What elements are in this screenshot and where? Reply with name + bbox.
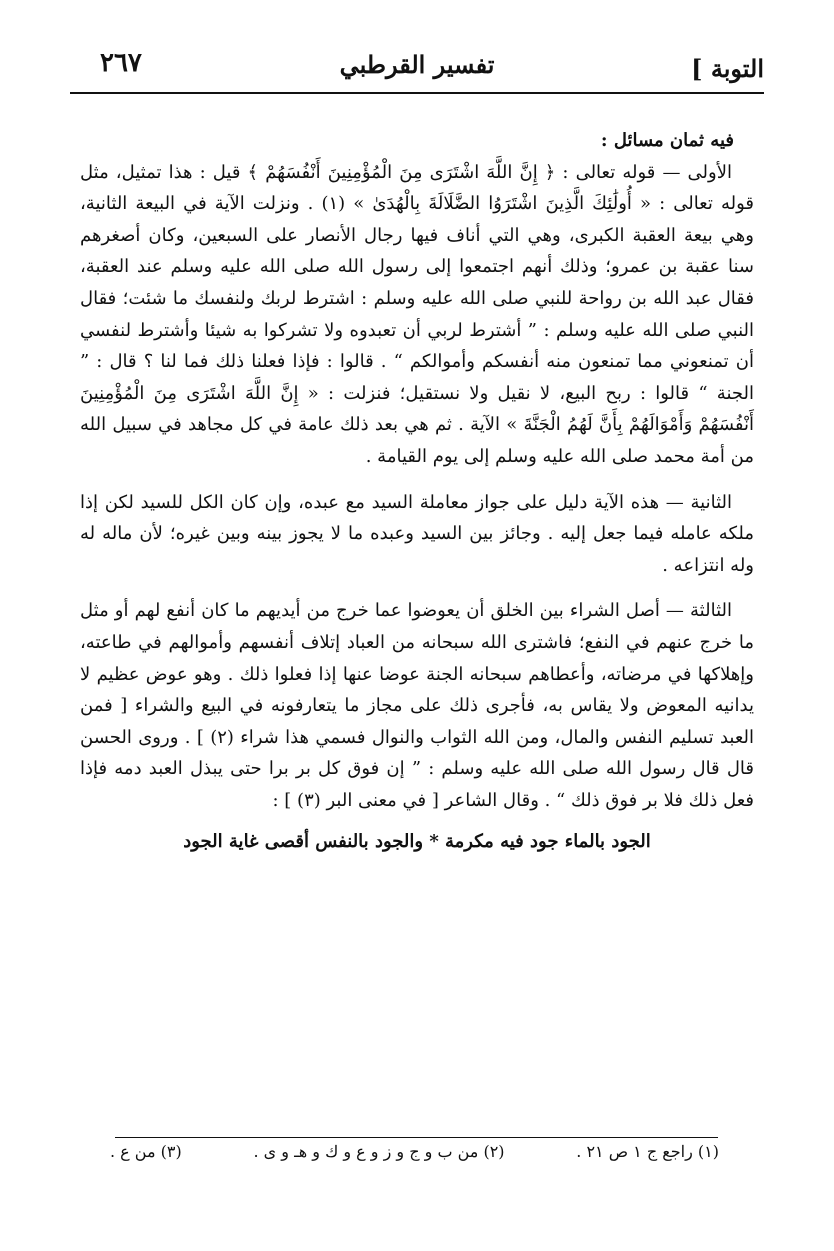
book-title: تفسير القرطبي: [339, 50, 495, 79]
page-header: [70, 40, 764, 100]
poetry-verse: الجود بالماء جود فيه مكرمة * والجود بالنفس أقصى غاية الجود: [183, 831, 651, 853]
page-number: ٢٦٧: [100, 48, 142, 78]
paragraph-third-issue: الثالثة — أصل الشراء بين الخلق أن يعوضوا عما خرج من أيديهم ما كان أنفع لهم أو مثل ما خرج عنهم في النفع؛ فاشترى الله سبحانه من العباد إتلاف أنفسهم وأموالهم في طاعته، وإهلاكها في مرضاته، وأعطاهم سبحانه الجنة عوضا عنها إذا فعلوا ذلك . وهو عوض عظيم لا يدانيه المعوض ولا يقاس به، فأجرى ذلك على مجاز ما يتعارفونه في البيع والشراء [ فمن العبد تسليم النفس والمال، ومن الله الثواب والنوال فسمي هذا شراء (٢) ] . وروى الحسن قال قال رسول الله صلى الله عليه وسلم : ” إن فوق كل بر برا حتى يبذل العبد دمه فإذا فعل ذلك فلا بر فوق ذلك “ . وقال الشاعر [ في معنى البر (٣) ] :: [80, 600, 754, 811]
intro-line: فيه ثمان مسائل :: [600, 130, 734, 151]
header-rule: [70, 92, 764, 94]
footnote-3: (٣) من ع .: [110, 1142, 182, 1161]
footnotes: [110, 1142, 719, 1172]
footnote-rule: [115, 1137, 718, 1138]
section-title: التوبة ]: [691, 54, 764, 83]
paragraph-first-issue: الأولى — قوله تعالى : ﴿ إِنَّ اللَّهَ اشْتَرَى مِنَ الْمُؤْمِنِينَ أَنْفُسَهُمْ ﴾ قيل : هذا تمثيل، مثل قوله تعالى : « أُولَٰئِكَ الَّذِينَ اشْتَرَوُا الضَّلَالَةَ بِالْهُدَىٰ » (١) . ونزلت الآية في البيعة الثانية، وهي بيعة العقبة الكبرى، وهي التي أناف فيها رجال الأنصار على السبعين، وكان أصغرهم سنا عقبة بن عمرو؛ وذلك أنهم اجتمعوا إلى رسول الله صلى الله عليه وسلم عند العقبة، فقال عبد الله بن رواحة للنبي صلى الله عليه وسلم : اشترط لربك ولنفسك ما شئت؛ فقال النبي صلى الله عليه وسلم : ” أشترط لربي أن تعبدوه ولا تشركوا به شيئا وأشترط لنفسي أن تمنعوني مما تمنعون منه أنفسكم وأموالكم “ . قالوا : فإذا فعلنا ذلك فما لنا ؟ قال : ” الجنة “ قالوا : ربح البيع، لا نقيل ولا نستقيل؛ فنزلت : « إِنَّ اللَّهَ اشْتَرَى مِنَ الْمُؤْمِنِينَ أَنْفُسَهُمْ وَأَمْوَالَهُمْ بِأَنَّ لَهُمُ الْجَنَّةَ » الآية . ثم هي بعد ذلك عامة في كل مجاهد في سبيل الله من أمة محمد صلى الله عليه وسلم إلى يوم القيامة .: [80, 161, 754, 467]
paragraph-second-issue: الثانية — هذه الآية دليل على جواز معاملة السيد مع عبده، وإن كان الكل للسيد لكن إذا ملكه عامله فيما جعل إليه . وجائز بين السيد وعبده ما لا يجوز بينه وبين غيره؛ لأن ماله له وله انتزاعه .: [80, 491, 754, 576]
page-body: [80, 125, 754, 858]
footnote-2: (٢) من ب و ج و ز و ع و ك و هـ و ى .: [253, 1142, 505, 1161]
footnote-1: (١) راجع ج ١ ص ٢١ .: [576, 1142, 719, 1161]
